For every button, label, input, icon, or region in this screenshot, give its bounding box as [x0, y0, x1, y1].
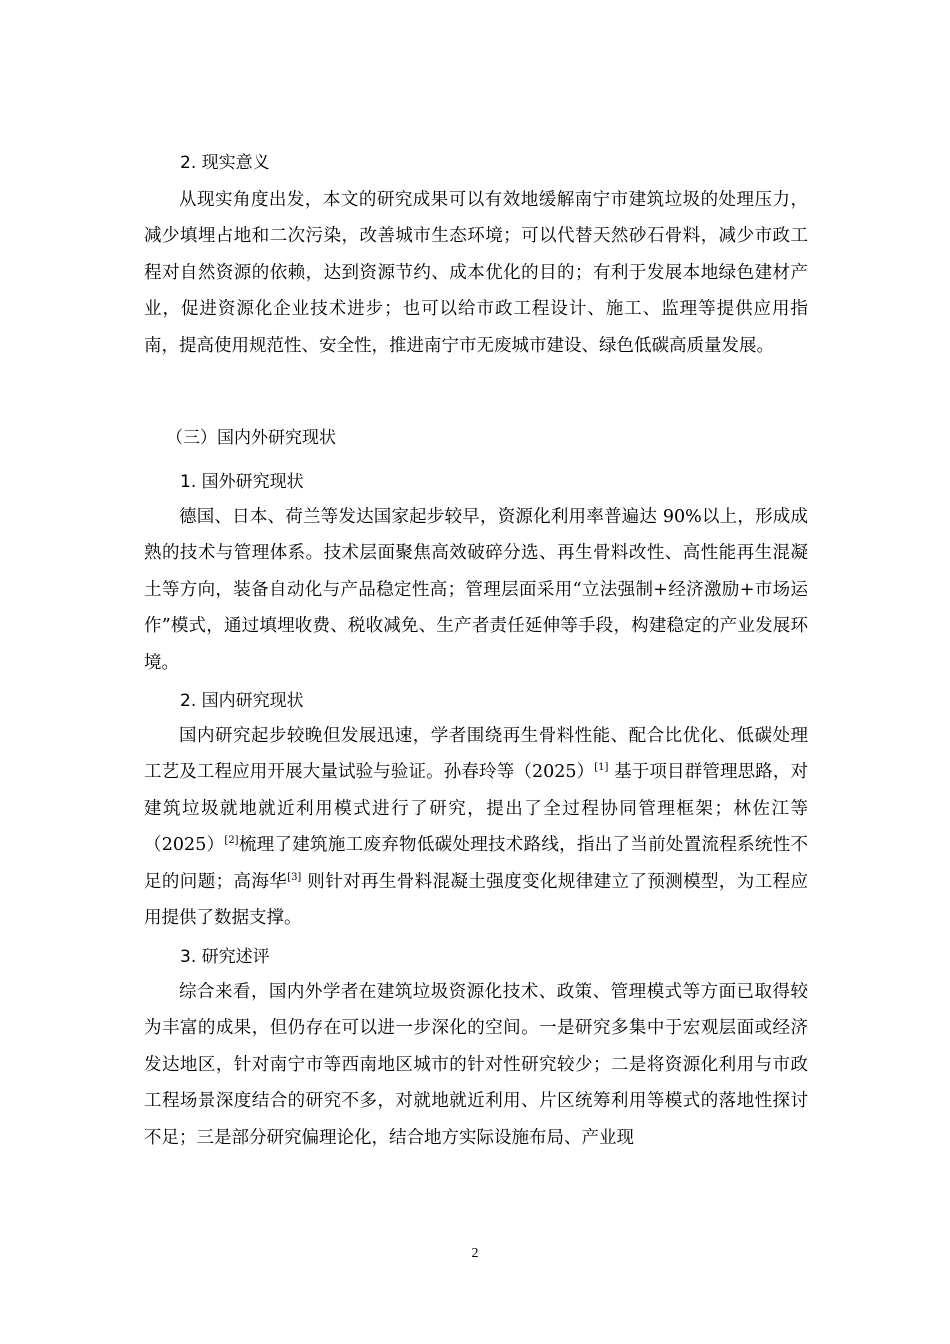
paragraph-domestic-research [144, 718, 808, 936]
domestic-text-part4: 则针对再生骨料混凝土强度变化规律建立了预测模型，为工程应用提供了数据支撑。 [144, 871, 808, 929]
citation-ref-1: [1] [594, 762, 609, 774]
domestic-text-part3: 梳理了建筑施工废弃物低碳处理技术路线，指出了当前处置流程系统性不足的问题；高海华 [144, 835, 808, 892]
heading-research-status: （三）国内外研究现状 [166, 428, 336, 448]
domestic-text-part1: 国内研究起步较晚但发展迅速，学者围绕再生骨料性能、配合比优化、低碳处理工艺及工程应用开展大量试验与验证。孙春玲等（2025） [144, 726, 808, 783]
paragraph-practical-significance: 从现实角度出发，本文的研究成果可以有效地缓解南宁市建筑垃圾的处理压力，减少填埋占地和二次污染，改善城市生态环境；可以代替天然砂石骨料，减少市政工程对自然资源的依赖，达到资源节约、成本优化的目的；有利于发展本地绿色建材产业，促进资源化企业技术进步；也可以给市政工程设计、施工、监理等提供应用指南，提高使用规范性、安全性，推进南宁市无废城市建设、绿色低碳高质量发展。 [144, 190, 808, 356]
domestic-text-part2: 基于项目群管理思路，对建筑垃圾就地就近利用模式进行了研究，提出了全过程协同管理框架；林佐江等（2025） [144, 762, 808, 856]
citation-ref-2: [2] [224, 835, 239, 847]
heading-research-review: 3. 研究述评 [180, 947, 270, 967]
paragraph-research-review: 综合来看，国内外学者在建筑垃圾资源化技术、政策、管理模式等方面已取得较为丰富的成果，但仍存在可以进一步深化的空间。一是研究多集中于宏观层面或经济发达地区，针对南宁市等西南地区城市的针对性研究较少；二是将资源化利用与市政工程场景深度结合的研究不多，对就地就近利用、片区统筹利用等模式的落地性探讨不足；三是部分研究偏理论化，结合地方实际设施布局、产业现 [144, 982, 808, 1148]
page-number: 2 [471, 1246, 479, 1261]
paragraph-foreign-research: 德国、日本、荷兰等发达国家起步较早，资源化利用率普遍达 90%以上，形成成熟的技术与管理体系。技术层面聚焦高效破碎分选、再生骨料改性、高性能再生混凝土等方向，装备自动化与产品稳定性高；管理层面采用“立法强制+经济激励+市场运作”模式，通过填埋收费、税收减免、生产者责任延伸等手段，构建稳定的产业发展环境。 [144, 507, 808, 673]
heading-practical-significance: 2. 现实意义 [180, 153, 270, 173]
heading-foreign-research: 1. 国外研究现状 [180, 472, 304, 492]
citation-ref-3: [3] [287, 871, 302, 883]
heading-domestic-research: 2. 国内研究现状 [180, 691, 304, 711]
